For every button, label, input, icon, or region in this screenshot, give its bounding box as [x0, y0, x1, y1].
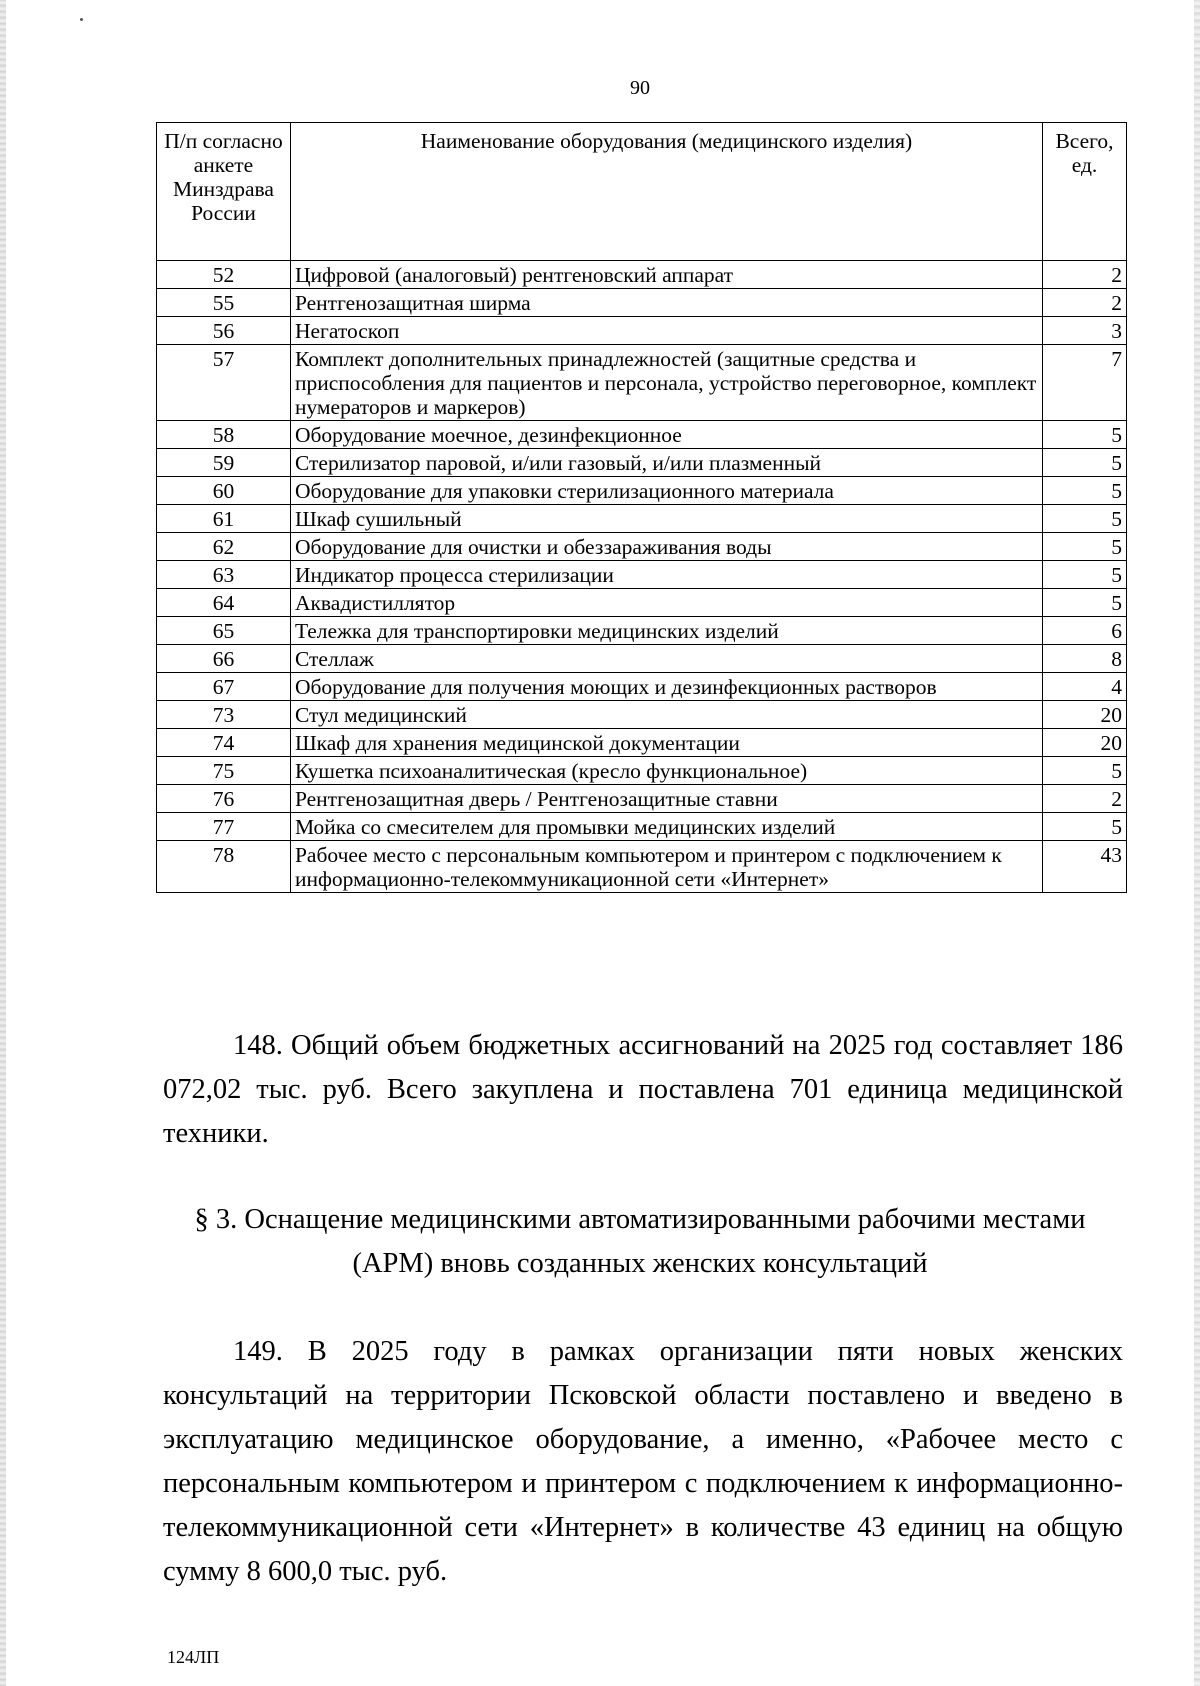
paragraph-148	[163, 1024, 1123, 1156]
table-row	[157, 729, 1127, 757]
cell-total: 2	[1043, 261, 1127, 289]
cell-name: Стерилизатор паровой, и/или газовый, и/или плазменный	[290, 449, 1042, 477]
cell-num: 63	[157, 561, 291, 589]
cell-total: 5	[1043, 449, 1127, 477]
cell-num: 62	[157, 533, 291, 561]
table-row	[157, 617, 1127, 645]
cell-num: 67	[157, 673, 291, 701]
cell-name: Стул медицинский	[290, 701, 1042, 729]
scan-edge-right	[1194, 0, 1200, 1686]
cell-total: 20	[1043, 701, 1127, 729]
cell-total: 5	[1043, 813, 1127, 841]
table-row	[157, 785, 1127, 813]
cell-num: 61	[157, 505, 291, 533]
cell-num: 75	[157, 757, 291, 785]
cell-num: 76	[157, 785, 291, 813]
cell-total: 5	[1043, 757, 1127, 785]
header-num: П/п согласно анкете Минздрава России	[157, 123, 291, 261]
section-heading-line2: (АРМ) вновь созданных женских консультаций	[352, 1248, 928, 1279]
table-row	[157, 757, 1127, 785]
cell-name: Мойка со смесителем для промывки медицинских изделий	[290, 813, 1042, 841]
table-row	[157, 645, 1127, 673]
paragraph-149-text: 149. В 2025 году в рамках организации пяти новых женских консультаций на территории Псковской области поставлено и введено в эксплуатацию медицинское оборудование, а именно, «Рабочее место с персональным компьютером и принтером с подключением к информационно-телекоммуникационной сети «Интернет» в количестве 43 единиц на общую сумму 8 600,0 тыс. руб.	[163, 1336, 1123, 1587]
table-row	[157, 589, 1127, 617]
cell-name: Оборудование для очистки и обеззараживания воды	[290, 533, 1042, 561]
cell-name: Стеллаж	[290, 645, 1042, 673]
cell-name: Рентгенозащитная дверь / Рентгенозащитные ставни	[290, 785, 1042, 813]
cell-total: 5	[1043, 533, 1127, 561]
table-row	[157, 673, 1127, 701]
cell-num: 58	[157, 421, 291, 449]
cell-num: 52	[157, 261, 291, 289]
table-row	[157, 449, 1127, 477]
cell-num: 64	[157, 589, 291, 617]
cell-name: Цифровой (аналоговый) рентгеновский аппарат	[290, 261, 1042, 289]
table-row	[157, 841, 1127, 893]
table-row	[157, 477, 1127, 505]
table-row	[157, 289, 1127, 317]
cell-name: Оборудование для получения моющих и дезинфекционных растворов	[290, 673, 1042, 701]
page-number: 90	[630, 77, 650, 99]
cell-total: 5	[1043, 561, 1127, 589]
cell-name: Кушетка психоаналитическая (кресло функциональное)	[290, 757, 1042, 785]
cell-name: Индикатор процесса стерилизации	[290, 561, 1042, 589]
scan-speck	[80, 18, 83, 21]
cell-total: 6	[1043, 617, 1127, 645]
section-heading	[140, 1198, 1140, 1286]
table-row	[157, 533, 1127, 561]
cell-total: 2	[1043, 289, 1127, 317]
section-heading-line1: § 3. Оснащение медицинскими автоматизированными рабочими местами	[194, 1204, 1086, 1235]
cell-total: 43	[1043, 841, 1127, 893]
cell-total: 4	[1043, 673, 1127, 701]
cell-total: 20	[1043, 729, 1127, 757]
header-name: Наименование оборудования (медицинского изделия)	[290, 123, 1042, 261]
cell-name: Шкаф для хранения медицинской документации	[290, 729, 1042, 757]
cell-num: 55	[157, 289, 291, 317]
cell-num: 65	[157, 617, 291, 645]
cell-total: 5	[1043, 477, 1127, 505]
cell-name: Аквадистиллятор	[290, 589, 1042, 617]
table-header-row	[157, 123, 1127, 261]
cell-num: 78	[157, 841, 291, 893]
cell-total: 5	[1043, 421, 1127, 449]
cell-name: Рентгенозащитная ширма	[290, 289, 1042, 317]
table-row	[157, 701, 1127, 729]
table-row	[157, 813, 1127, 841]
cell-total: 8	[1043, 645, 1127, 673]
cell-total: 5	[1043, 505, 1127, 533]
cell-name: Тележка для транспортировки медицинских изделий	[290, 617, 1042, 645]
cell-name: Оборудование для упаковки стерилизационного материала	[290, 477, 1042, 505]
table-body	[157, 261, 1127, 893]
equipment-table	[156, 122, 1127, 893]
paragraph-149	[163, 1330, 1123, 1594]
cell-num: 73	[157, 701, 291, 729]
cell-name: Негатоскоп	[290, 317, 1042, 345]
table-row	[157, 561, 1127, 589]
cell-name: Шкаф сушильный	[290, 505, 1042, 533]
cell-num: 77	[157, 813, 291, 841]
cell-total: 7	[1043, 345, 1127, 421]
table-row	[157, 345, 1127, 421]
table-row	[157, 317, 1127, 345]
cell-total: 5	[1043, 589, 1127, 617]
cell-num: 56	[157, 317, 291, 345]
cell-num: 74	[157, 729, 291, 757]
footer-code: 124ЛП	[167, 1647, 220, 1667]
cell-num: 57	[157, 345, 291, 421]
cell-name: Рабочее место с персональным компьютером и принтером с подключением к информационно-телекоммуникационной сети «Интернет»	[290, 841, 1042, 893]
cell-total: 3	[1043, 317, 1127, 345]
table-row	[157, 261, 1127, 289]
table-row	[157, 505, 1127, 533]
cell-num: 60	[157, 477, 291, 505]
cell-num: 59	[157, 449, 291, 477]
cell-num: 66	[157, 645, 291, 673]
cell-total: 2	[1043, 785, 1127, 813]
header-total: Всего, ед.	[1043, 123, 1127, 261]
table-row	[157, 421, 1127, 449]
cell-name: Комплект дополнительных принадлежностей (защитные средства и приспособления для пациентов и персонала, устройство переговорное, комплект нумераторов и маркеров)	[290, 345, 1042, 421]
scan-edge-left	[0, 0, 6, 1686]
paragraph-148-text: 148. Общий объем бюджетных ассигнований на 2025 год составляет 186 072,02 тыс. руб. Всего закуплена и поставлена 701 единица медицинской техники.	[163, 1030, 1123, 1149]
cell-name: Оборудование моечное, дезинфекционное	[290, 421, 1042, 449]
